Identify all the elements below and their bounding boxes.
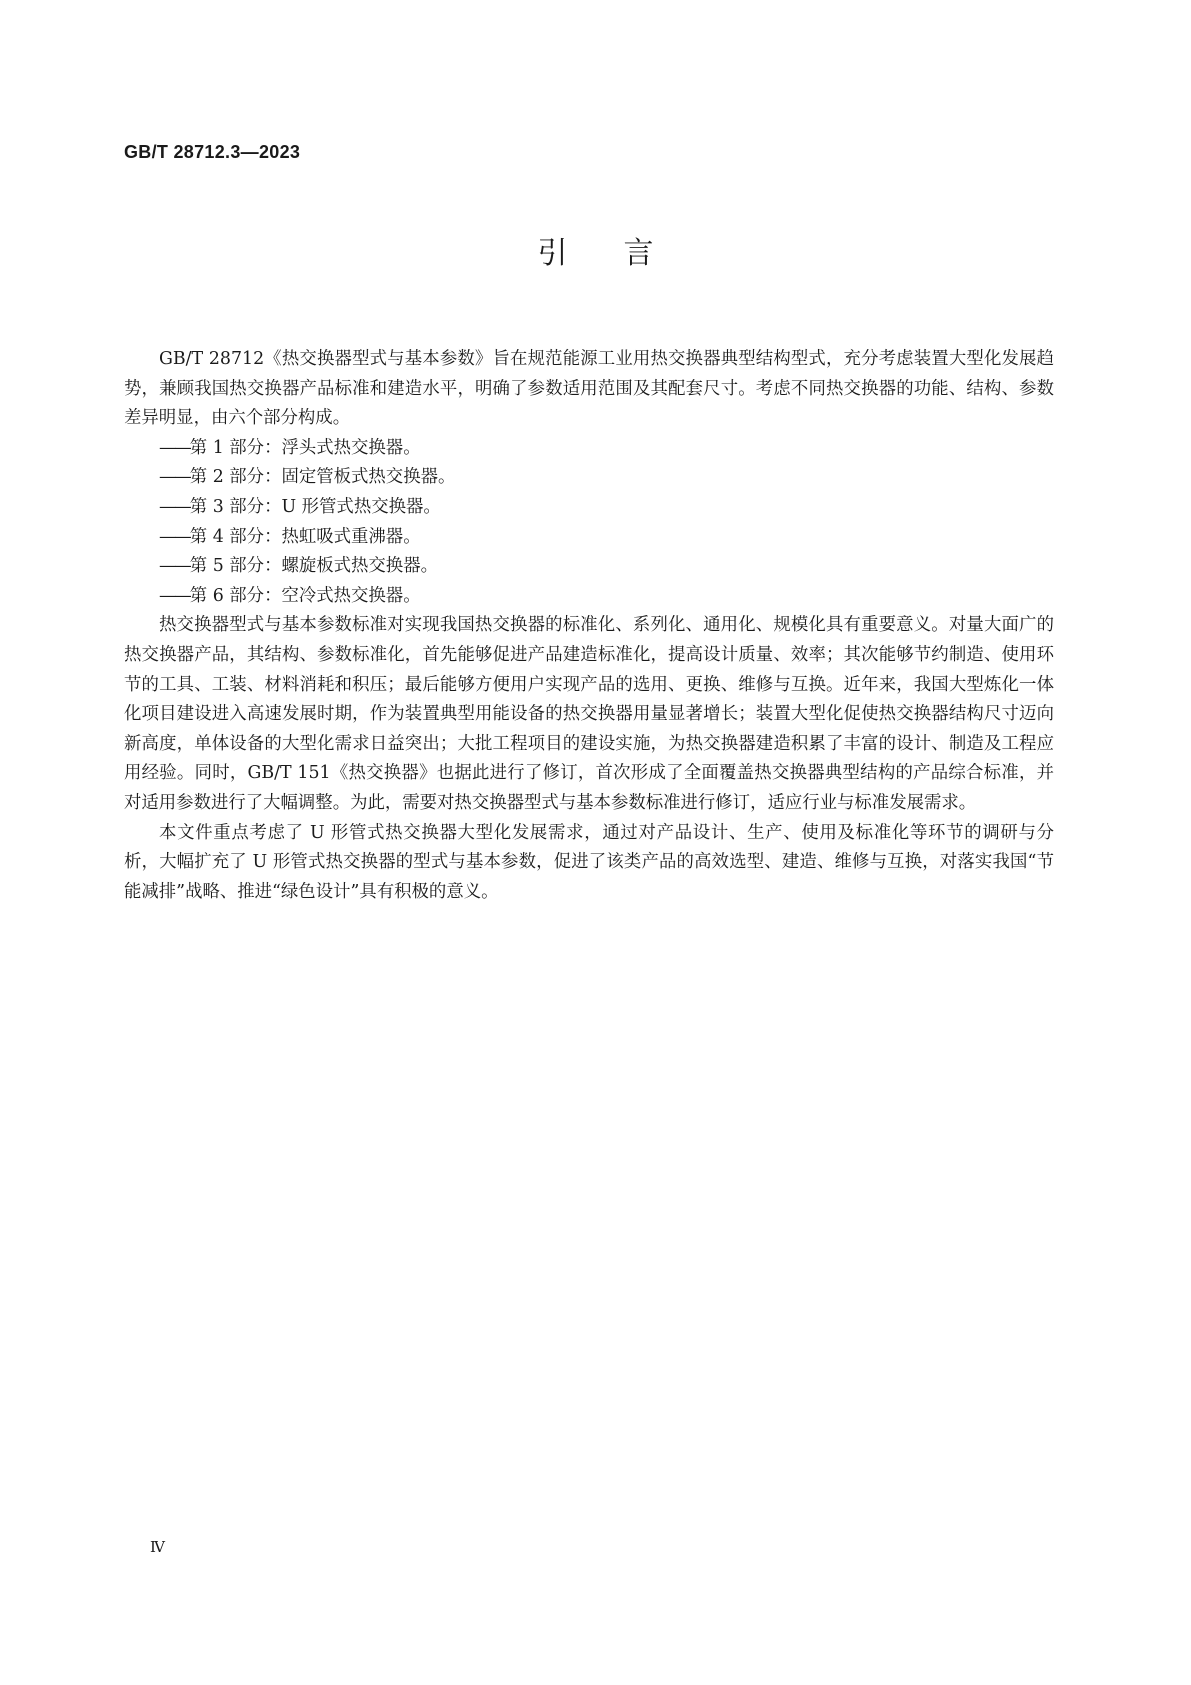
list-item-text: 第 1 部分：浮头式热交换器。 <box>189 437 421 458</box>
list-item-text: 第 4 部分：热虹吸式重沸器。 <box>189 526 421 547</box>
dash-marker: —— <box>159 526 190 547</box>
list-item-text: 第 3 部分：U 形管式热交换器。 <box>189 496 441 517</box>
page-title: 引言 <box>537 236 710 271</box>
parts-list <box>124 434 1054 612</box>
list-item <box>124 552 1054 582</box>
intro-paragraph: 本文件重点考虑了 U 形管式热交换器大型化发展需求，通过对产品设计、生产、使用及标准化等环节的调研与分析，大幅扩充了 U 形管式热交换器的型式与基本参数，促进了该类产品的高效选型、建造、维修与互换，对落实我国“节能减排”战略、推进“绿色设计”具有积极的意义。 <box>124 822 1054 902</box>
dash-marker: —— <box>159 556 190 577</box>
dash-marker: —— <box>159 585 190 606</box>
dash-marker: —— <box>159 496 190 517</box>
list-item <box>124 463 1054 493</box>
list-item <box>124 493 1054 523</box>
page-number: Ⅳ <box>150 1538 165 1556</box>
list-item-text: 第 2 部分：固定管板式热交换器。 <box>189 467 456 488</box>
list-item <box>124 582 1054 612</box>
list-item <box>124 434 1054 464</box>
introduction-body <box>124 345 1054 907</box>
list-item <box>124 523 1054 553</box>
list-item-text: 第 5 部分：螺旋板式热交换器。 <box>189 556 438 577</box>
dash-marker: —— <box>159 467 190 488</box>
dash-marker: —— <box>159 437 190 458</box>
standard-number: GB/T 28712.3—2023 <box>124 142 301 162</box>
intro-paragraph: GB/T 28712《热交换器型式与基本参数》旨在规范能源工业用热交换器典型结构型式，充分考虑装置大型化发展趋势，兼顾我国热交换器产品标准和建造水平，明确了参数适用范围及其配套尺寸。考虑不同热交换器的功能、结构、参数差异明显，由六个部分构成。 <box>124 349 1054 429</box>
intro-paragraph: 热交换器型式与基本参数标准对实现我国热交换器的标准化、系列化、通用化、规模化具有重要意义。对量大面广的热交换器产品，其结构、参数标准化，首先能够促进产品建造标准化，提高设计质量、效率；其次能够节约制造、使用环节的工具、工装、材料消耗和积压；最后能够方便用户实现产品的选用、更换、维修与互换。近年来，我国大型炼化一体化项目建设进入高速发展时期，作为装置典型用能设备的热交换器用量显著增长；装置大型化促使热交换器结构尺寸迈向新高度，单体设备的大型化需求日益突出；大批工程项目的建设实施，为热交换器建造积累了丰富的设计、制造及工程应用经验。同时，GB/T 151《热交换器》也据此进行了修订，首次形成了全面覆盖热交换器典型结构的产品综合标准，并对适用参数进行了大幅调整。为此，需要对热交换器型式与基本参数标准进行修订，适应行业与标准发展需求。 <box>124 615 1054 813</box>
list-item-text: 第 6 部分：空冷式热交换器。 <box>189 585 421 606</box>
